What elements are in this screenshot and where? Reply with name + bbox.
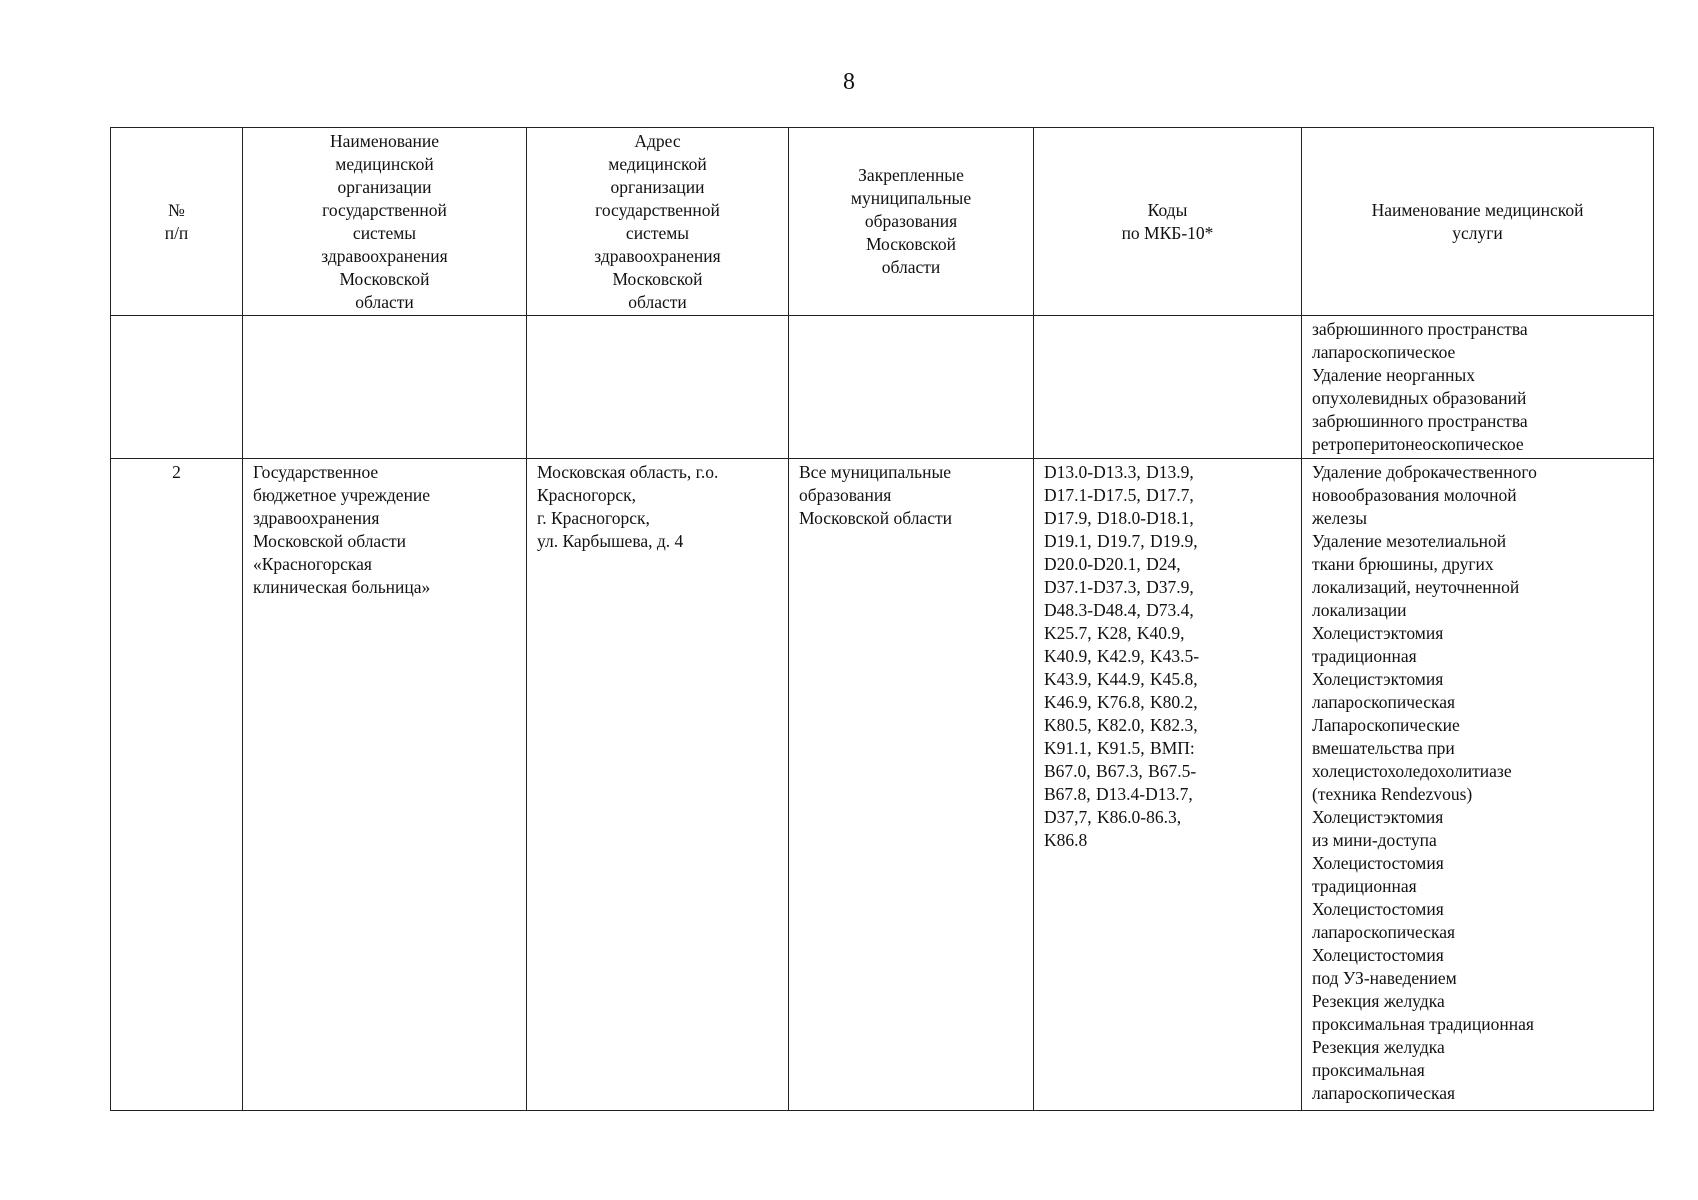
table-row: [111, 459, 1654, 1111]
text-line: Закрепленные: [858, 165, 964, 185]
text-line: D17.9, D18.0-D18.1,: [1044, 508, 1194, 528]
text-line: D20.0-D20.1, D24,: [1044, 554, 1181, 574]
text-line: п/п: [164, 222, 189, 243]
text-line: здравоохранения: [253, 508, 380, 528]
text-line: организации: [610, 176, 705, 197]
text-line: Все муниципальные: [799, 462, 951, 482]
text-line: «Красногорская: [253, 554, 372, 574]
text-line: Холецистостомия: [1312, 853, 1444, 873]
cell-codes: [1034, 459, 1302, 1111]
text-line: ретроперитонеоскопическое: [1312, 434, 1524, 454]
text-line: традиционная: [1312, 876, 1417, 896]
text-line: вмешательства при: [1312, 738, 1455, 758]
text-line: локализации: [1312, 600, 1407, 620]
text-line: клиническая больница»: [253, 577, 431, 597]
cell-num: [111, 316, 243, 459]
text-line: новообразования молочной: [1312, 485, 1517, 505]
text-line: системы: [625, 222, 690, 243]
text-line: Лапароскопические: [1312, 715, 1460, 735]
cell-services: [1302, 316, 1654, 459]
text-line: K80.5, K82.0, K82.3,: [1044, 715, 1198, 735]
text-line: Московской области: [253, 531, 406, 551]
cell-num: 2: [111, 459, 243, 1111]
text-line: Московская область, г.о.: [537, 462, 719, 482]
text-line: лапароскопическая: [1312, 922, 1456, 942]
text-line: организации: [337, 176, 432, 197]
text-line: забрюшинного пространства: [1312, 411, 1528, 431]
header-service-name: [1302, 128, 1654, 316]
text-line: проксимальная традиционная: [1312, 1014, 1534, 1034]
text-line: услуги: [1452, 222, 1503, 243]
text-line: K40.9, K42.9, K43.5-: [1044, 646, 1200, 666]
text-line: медицинской: [335, 153, 434, 174]
text-line: Холецистэктомия: [1312, 623, 1444, 643]
header-icd-codes: [1034, 128, 1302, 316]
text-line: Московской: [612, 268, 703, 289]
text-line: Холецистэктомия: [1312, 807, 1444, 827]
text-line: локализаций, неуточненной: [1312, 577, 1520, 597]
text-line: Удаление неорганных: [1312, 365, 1475, 385]
header-org-address: [527, 128, 789, 316]
text-line: D48.3-D48.4, D73.4,: [1044, 600, 1194, 620]
text-line: Московской: [865, 234, 957, 254]
cell-addr: [527, 459, 789, 1111]
text-line: Адрес: [634, 130, 681, 151]
text-line: Резекция желудка: [1312, 1037, 1445, 1057]
text-line: Московской области: [799, 508, 952, 528]
text-line: г. Красногорск,: [537, 508, 650, 528]
text-line: Наименование: [329, 130, 440, 151]
text-line: Наименование медицинской: [1371, 199, 1584, 220]
services-table: [110, 127, 1654, 1111]
cell-addr: [527, 316, 789, 459]
text-line: по МКБ-10*: [1121, 222, 1214, 243]
text-line: области: [628, 291, 687, 312]
text-line: D37.1-D37.3, D37.9,: [1044, 577, 1194, 597]
text-line: забрюшинного пространства: [1312, 319, 1528, 339]
cell-codes: [1034, 316, 1302, 459]
text-line: D17.1-D17.5, D17.7,: [1044, 485, 1194, 505]
text-line: системы: [352, 222, 417, 243]
text-line: K86.8: [1044, 830, 1088, 850]
header-org-name: [243, 128, 527, 316]
text-line: B67.0, B67.3, B67.5-: [1044, 761, 1197, 781]
text-line: муниципальные: [850, 188, 972, 208]
header-num: [111, 128, 243, 316]
text-line: образования: [799, 485, 892, 505]
text-line: K25.7, K28, K40.9,: [1044, 623, 1185, 643]
text-line: железы: [1312, 508, 1368, 528]
text-line: K91.1, K91.5, ВМП:: [1044, 738, 1195, 758]
text-line: Холецистостомия: [1312, 945, 1444, 965]
text-line: Государственное: [253, 462, 379, 482]
text-line: Коды: [1147, 199, 1188, 220]
text-line: D13.0-D13.3, D13.9,: [1044, 462, 1194, 482]
text-line: медицинской: [608, 153, 707, 174]
text-line: государственной: [322, 199, 447, 220]
cell-org: [243, 459, 527, 1111]
table-row-continuation: [111, 316, 1654, 459]
text-line: (техника Rendezvous): [1312, 784, 1473, 804]
text-line: здравоохранения: [321, 245, 448, 266]
text-line: №: [168, 199, 185, 220]
text-line: бюджетное учреждение: [253, 485, 431, 505]
text-line: B67.8, D13.4-D13.7,: [1044, 784, 1193, 804]
cell-mun: [789, 316, 1034, 459]
text-line: Удаление доброкачественного: [1312, 462, 1537, 482]
header-municipalities: [789, 128, 1034, 316]
text-line: ткани брюшины, других: [1312, 554, 1494, 574]
cell-org: [243, 316, 527, 459]
text-line: ул. Карбышева, д. 4: [537, 531, 684, 551]
table-header-row: [111, 128, 1654, 316]
text-line: K46.9, K76.8, K80.2,: [1044, 692, 1198, 712]
text-line: Холецистостомия: [1312, 899, 1444, 919]
text-line: лапароскопическая: [1312, 1083, 1456, 1103]
text-line: Удаление мезотелиальной: [1312, 531, 1507, 551]
text-line: K43.9, K44.9, K45.8,: [1044, 669, 1198, 689]
text-line: государственной: [595, 199, 720, 220]
text-line: D37,7, K86.0-86.3,: [1044, 807, 1182, 827]
text-line: лапароскопическая: [1312, 692, 1456, 712]
cell-services: [1302, 459, 1654, 1111]
text-line: области: [355, 291, 414, 312]
text-line: Резекция желудка: [1312, 991, 1445, 1011]
text-line: D19.1, D19.7, D19.9,: [1044, 531, 1198, 551]
text-line: опухолевидных образований: [1312, 388, 1527, 408]
text-line: Холецистэктомия: [1312, 669, 1444, 689]
text-line: образования: [864, 211, 958, 231]
text-line: из мини-доступа: [1312, 830, 1437, 850]
text-line: проксимальная: [1312, 1060, 1425, 1080]
text-line: традиционная: [1312, 646, 1417, 666]
text-line: под УЗ-наведением: [1312, 968, 1457, 988]
text-line: холецистохоледохолитиазе: [1312, 761, 1512, 781]
text-line: Московской: [339, 268, 430, 289]
text-line: лапароскопическое: [1312, 342, 1456, 362]
page-number: 8: [843, 69, 855, 95]
text-line: здравоохранения: [594, 245, 721, 266]
text-line: области: [881, 257, 941, 277]
text-line: Красногорск,: [537, 485, 636, 505]
cell-mun: [789, 459, 1034, 1111]
